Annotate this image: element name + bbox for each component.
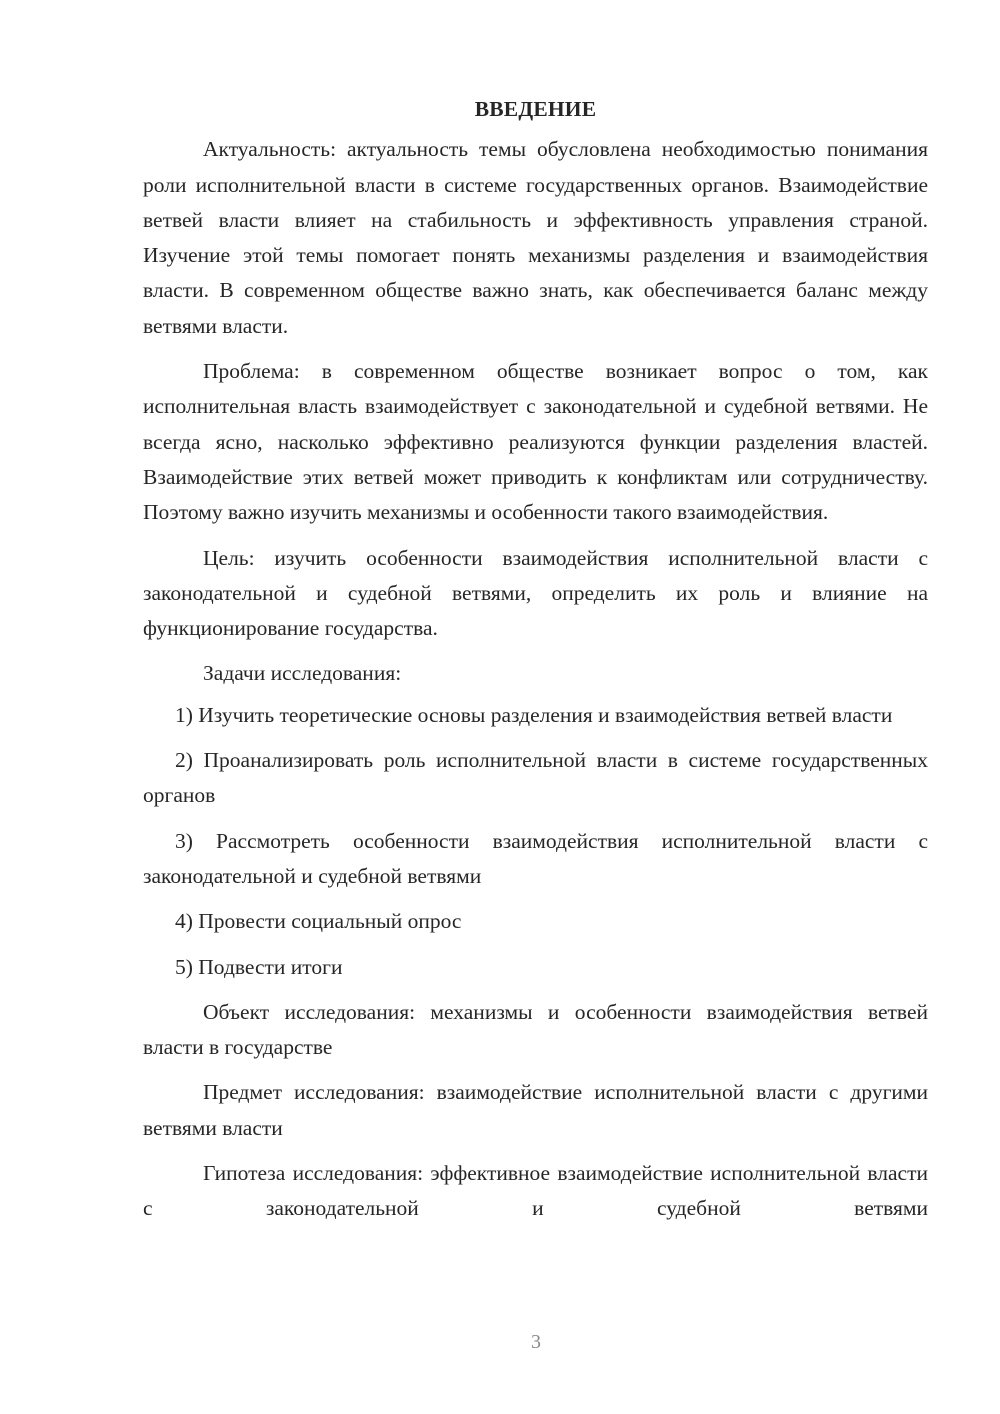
task-item-2: 2) Проанализировать роль исполнительной власти в системе государственных органов [143,748,928,808]
subject-paragraph: Предмет исследования: взаимодействие исполнительной власти с другими ветвями власти [143,1080,928,1140]
tasks-heading: Задачи исследования: [203,661,402,686]
page-content [143,92,928,1237]
task-item-1: 1) Изучить теоретические основы разделения и взаимодействия ветвей власти [175,702,893,727]
relevance-paragraph: Актуальность: актуальность темы обусловлена необходимостью понимания роли исполнительной власти в системе государственных органов. Взаимодействие ветвей власти влияет на стабильность и эффективность управления страной. Изучение этой темы помогает понять механизмы разделения и взаимодействия власти. В современном обществе важно знать, как обеспечивается баланс между ветвями власти. [143,137,928,338]
task-item-4: 4) Провести социальный опрос [175,909,462,934]
task-item-3: 3) Рассмотреть особенности взаимодействия исполнительной власти с законодательной и судебной ветвями [143,828,928,888]
goal-paragraph: Цель: изучить особенности взаимодействия исполнительной власти с законодательной и судебной ветвями, определить их роль и влияние на функционирование государства. [143,545,928,641]
hypothesis-paragraph: Гипотеза исследования: эффективное взаимодействие исполнительной власти с законодательной и судебной ветвями [143,1161,928,1221]
object-paragraph: Объект исследования: механизмы и особенности взаимодействия ветвей власти в государстве [143,999,928,1060]
section-title: ВВЕДЕНИЕ [474,97,597,121]
task-item-5: 5) Подвести итоги [175,954,343,979]
page-number: 3 [531,1331,541,1353]
problem-paragraph: Проблема: в современном обществе возникает вопрос о том, как исполнительная власть взаимодействует с законодательной и судебной ветвями. Не всегда ясно, насколько эффективно реализуются функции разделения властей. Взаимодействие этих ветвей может приводить к конфликтам или сотрудничеству. Поэтому важно изучить механизмы и особенности такого взаимодействия. [143,359,928,525]
